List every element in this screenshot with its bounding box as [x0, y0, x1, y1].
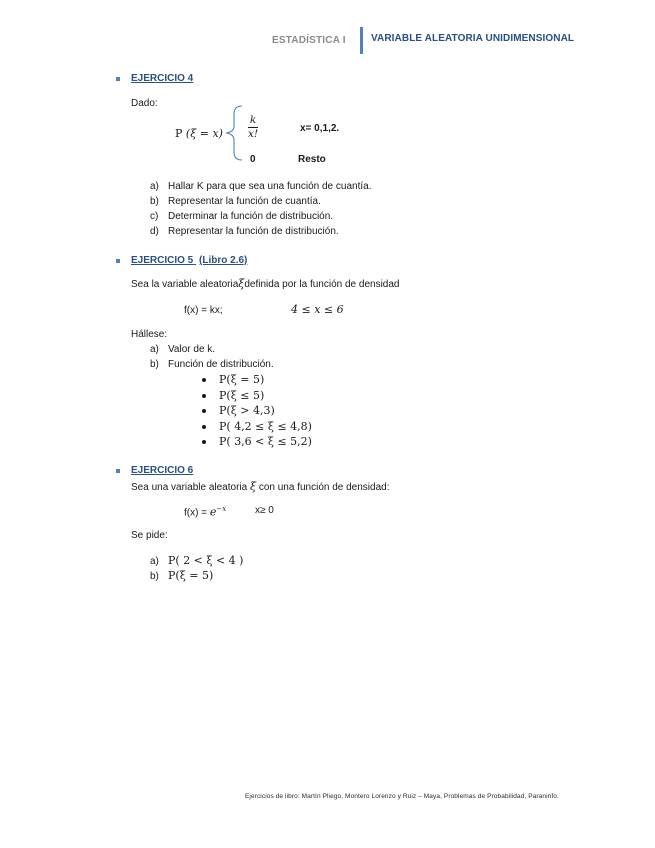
list-item-letter: d) [150, 226, 159, 237]
fraction-numerator: k [249, 114, 257, 126]
bullet-dot [202, 440, 206, 444]
probability-expression: P(ξ > 4,3) [219, 404, 275, 417]
list-item-text: Determinar la función de distribución. [168, 211, 334, 222]
list-item-text: Representar la función de cuantía. [168, 196, 321, 207]
intro-text: Sea una variable aleatoria [131, 482, 248, 493]
list-item-letter: a) [150, 344, 159, 355]
header-subject: ESTADÍSTICA I [272, 35, 346, 46]
bullet-dot [202, 378, 206, 382]
density-function: f(x) = kx; [184, 305, 223, 316]
probability-expression: P(ξ ≤ 5) [219, 389, 265, 402]
list-item-text: Hallar K para que sea una función de cuantía. [168, 181, 372, 192]
density-label: f(x) = [184, 507, 210, 519]
xi-symbol: ξ [238, 277, 245, 290]
fraction-k-over-x-factorial [248, 114, 258, 141]
intro-text: con una función de densidad: [258, 482, 390, 493]
section-bullet [116, 77, 120, 81]
exercise-5-title [131, 255, 247, 266]
exercise-5-subtitle: (Libro 2.6) [199, 255, 248, 266]
case-2-value: 0 [250, 154, 256, 165]
probability-expression: P( 3,6 < ξ ≤ 5,2) [219, 435, 312, 448]
se-pide-label: Se pide: [131, 530, 168, 541]
intro-text: Sea la variable aleatoria [131, 279, 239, 290]
exercise-4-function [175, 127, 223, 140]
list-item-text: Función de distribución. [168, 359, 274, 370]
list-item-text: Valor de k. [168, 344, 216, 355]
density-range: x≥ 0 [255, 505, 274, 516]
page-footer-citation: Ejercicios de libro: Martín Pliego, Montero Lorenzo y Ruiz – Maya, Problemas de Probabilidad, Paraninfo. [245, 793, 559, 800]
list-item-text: Representar la función de distribución. [168, 226, 339, 237]
bullet-dot [202, 409, 206, 413]
exercise-6-intro [131, 480, 390, 493]
list-item-letter: b) [150, 571, 159, 582]
exercise-5-intro [131, 277, 399, 290]
fraction-denominator: x! [248, 128, 259, 140]
case-1-condition: x= 0,1,2. [300, 123, 340, 134]
header-topic: VARIABLE ALEATORIA UNIDIMENSIONAL [371, 33, 575, 44]
function-argument: (ξ = x) [185, 127, 223, 140]
exponential-density [184, 505, 226, 518]
list-item-text: P(ξ = 5) [168, 569, 214, 582]
list-item-letter: b) [150, 359, 159, 370]
bullet-dot [202, 425, 206, 429]
list-item-text: P( 2 < ξ < 4 ) [168, 554, 244, 567]
function-label: P [175, 127, 183, 140]
list-item-letter: a) [150, 181, 159, 192]
exercise-5-title-text: EJERCICIO 5 [131, 255, 194, 266]
bullet-dot [202, 394, 206, 398]
exponential-base: e [209, 505, 217, 519]
intro-text: definida por la función de densidad [244, 279, 400, 290]
list-item-letter: a) [150, 556, 159, 567]
hallese-label: Hállese: [131, 329, 168, 340]
list-item-letter: c) [150, 211, 159, 222]
list-item-letter: b) [150, 196, 159, 207]
exercise-6-title: EJERCICIO 6 [131, 465, 194, 476]
section-bullet [116, 259, 120, 263]
exercise-4-intro: Dado: [131, 98, 158, 109]
xi-symbol: ξ [249, 480, 257, 493]
header-divider [360, 27, 363, 54]
exponential-exponent: −x [216, 505, 227, 513]
section-bullet [116, 469, 120, 473]
density-range: 4 ≤ x ≤ 6 [291, 303, 344, 316]
piecewise-brace [222, 104, 244, 162]
probability-expression: P( 4,2 ≤ ξ ≤ 4,8) [219, 420, 312, 433]
probability-expression: P(ξ = 5) [219, 373, 265, 386]
exercise-4-title: EJERCICIO 4 [131, 73, 194, 84]
case-2-condition: Resto [298, 154, 326, 165]
